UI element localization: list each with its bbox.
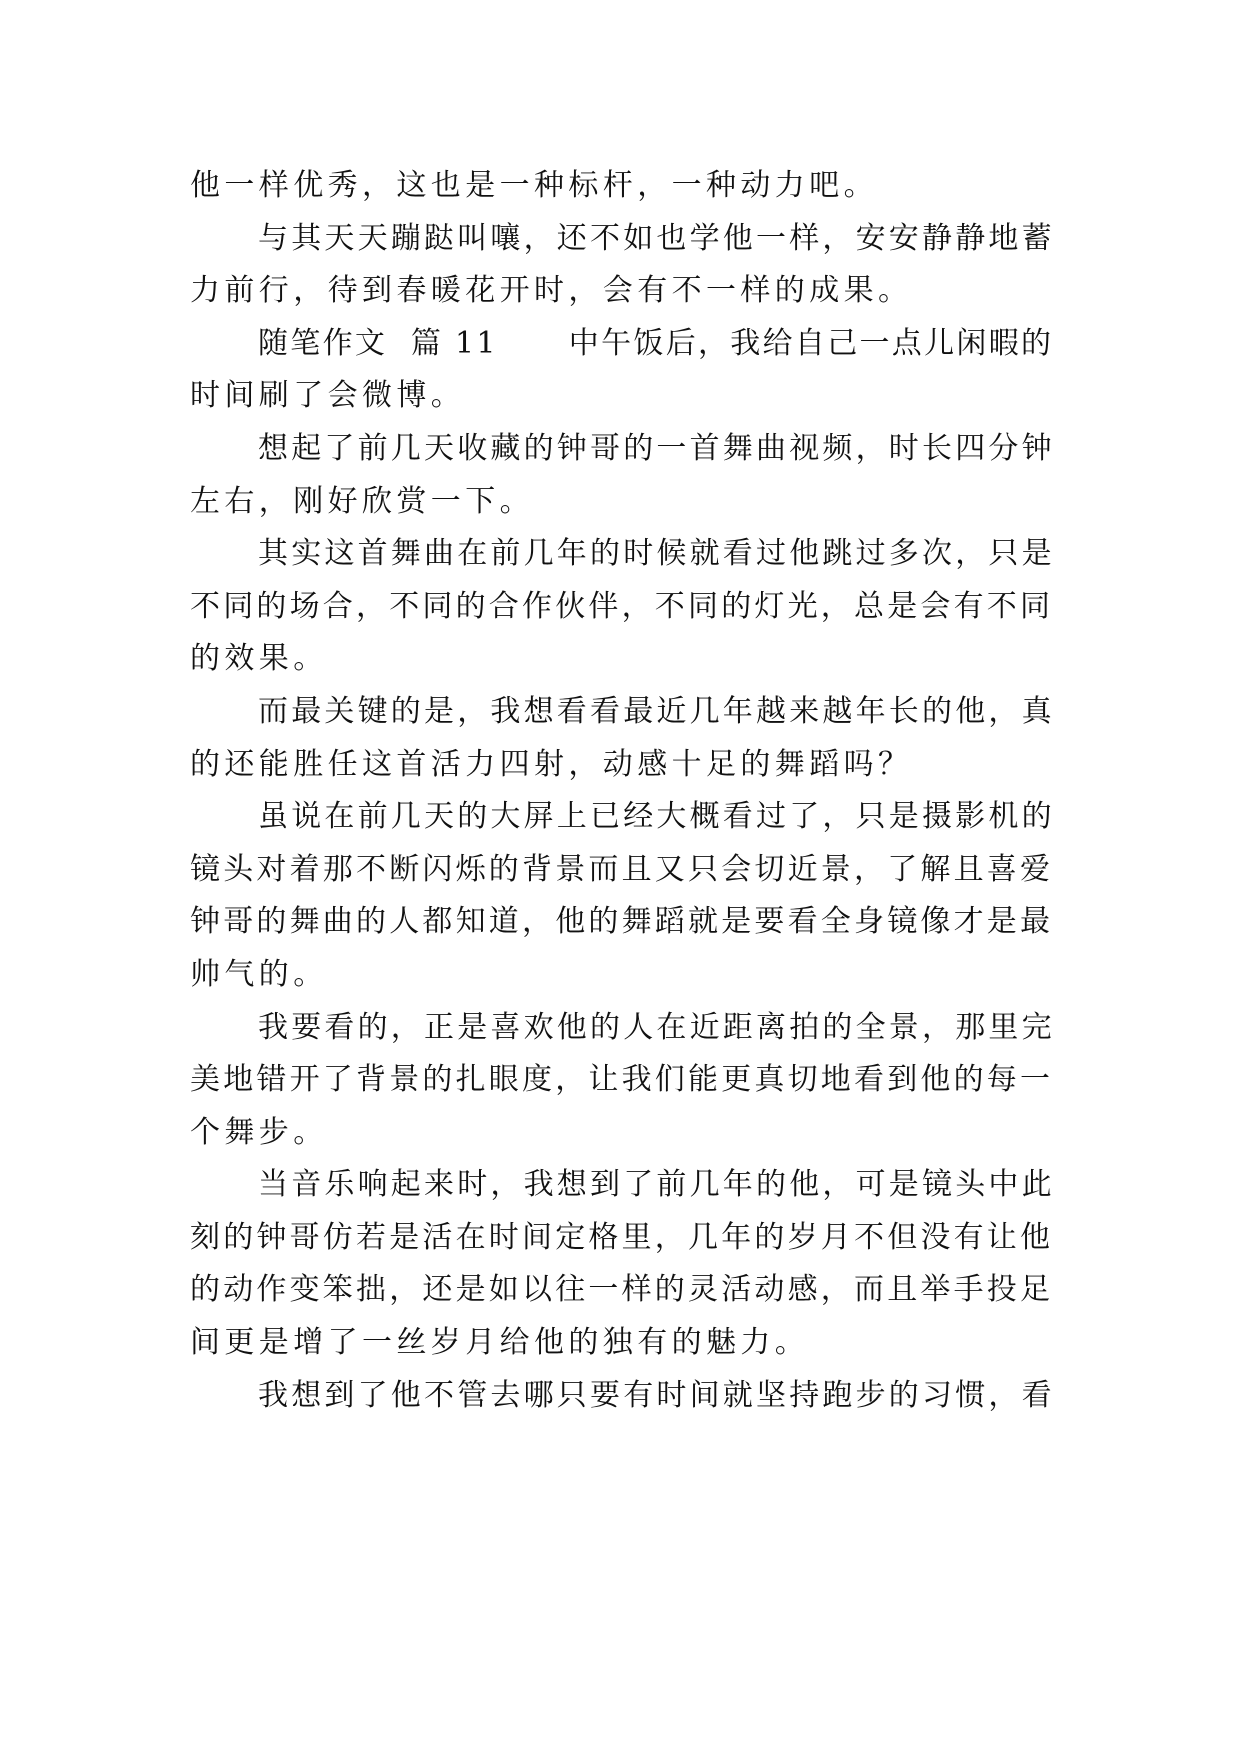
paragraph-first-line: 我想到了他不管去哪只要有时间就坚持跑步的习惯，看 (258, 1377, 1055, 1413)
text-line: 帅气的。 (190, 956, 328, 992)
section-heading-line: 随笔作文 篇 11 中午饭后，我给自己一点儿闲暇的 (258, 325, 1054, 361)
paragraph-first-line: 而最关键的是，我想看看最近几年越来越年长的他，真 (258, 693, 1055, 729)
paragraph-first-line: 虽说在前几天的大屏上已经大概看过了，只是摄影机的 (258, 799, 1055, 835)
text-line: 的还能胜任这首活力四射，动感十足的舞蹈吗？ (190, 746, 913, 782)
paragraph-first-line: 其实这首舞曲在前几年的时候就看过他跳过多次，只是 (258, 536, 1055, 572)
text-line: 钟哥的舞曲的人都知道，他的舞蹈就是要看全身镜像才是最 (190, 904, 1054, 940)
paragraph-first-line: 想起了前几天收藏的钟哥的一首舞曲视频，时长四分钟 (258, 430, 1055, 466)
text-line: 不同的场合，不同的合作伙伴，不同的灯光，总是会有不同 (190, 588, 1054, 624)
text-line: 刻的钟哥仿若是活在时间定格里，几年的岁月不但没有让他 (190, 1219, 1054, 1255)
text-line: 的效果。 (190, 641, 328, 677)
text-line: 个舞步。 (190, 1114, 328, 1150)
text-line: 左右，刚好欣赏一下。 (190, 483, 534, 519)
text-line: 力前行，待到春暖花开时，会有不一样的成果。 (190, 273, 913, 309)
text-line: 时间刷了会微博。 (190, 378, 466, 414)
text-line: 他一样优秀，这也是一种标杆，一种动力吧。 (190, 168, 878, 203)
text-line: 间更是增了一丝岁月给他的独有的魅力。 (190, 1325, 810, 1361)
paragraph-first-line: 与其天天蹦跶叫嚷，还不如也学他一样，安安静静地蓄 (258, 220, 1055, 256)
document-body (190, 160, 1060, 1422)
text-line: 的动作变笨拙，还是如以往一样的灵活动感，而且举手投足 (190, 1272, 1054, 1308)
text-line: 美地错开了背景的扎眼度，让我们能更真切地看到他的每一 (190, 1062, 1054, 1098)
paragraph-first-line: 当音乐响起来时，我想到了前几年的他，可是镜头中此 (258, 1167, 1055, 1203)
text-line: 镜头对着那不断闪烁的背景而且又只会切近景，了解且喜爱 (190, 851, 1054, 887)
paragraph-first-line: 我要看的，正是喜欢他的人在近距离拍的全景，那里完 (258, 1009, 1055, 1045)
